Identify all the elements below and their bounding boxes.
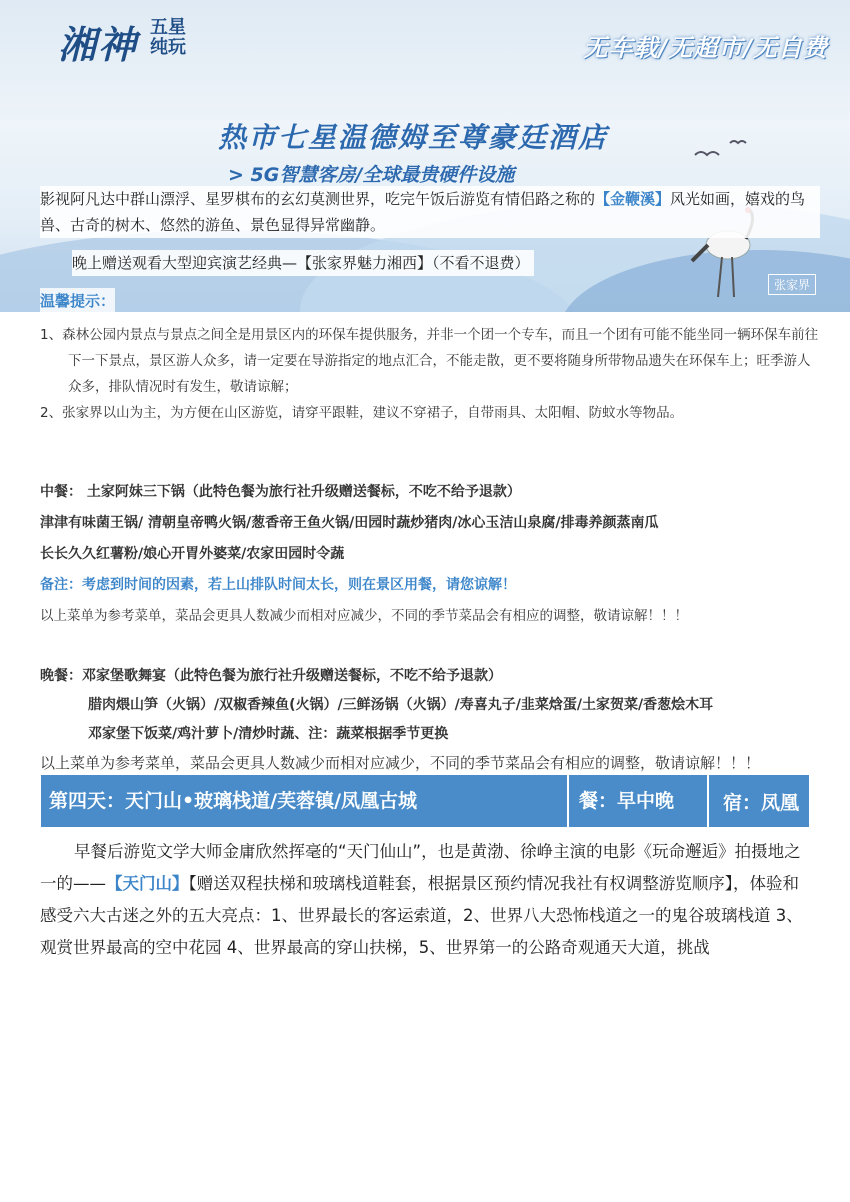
- day4-title: 第四天：天门山•玻璃栈道/芙蓉镇/凤凰古城: [41, 775, 569, 827]
- intro-highlight: 【金鞭溪】: [595, 190, 671, 208]
- logo-text: 湘神: [58, 22, 139, 67]
- lunch-disclaimer: 以上菜单为参考菜单，菜品会更具人数减少而相对应减少，不同的季节菜品会有相应的调整，敬请谅解！！！: [40, 608, 688, 624]
- day4-text-1: 早餐后游览文学大师金庸欣然挥毫的“天门仙山”，也是黄渤、徐峥主演的电影《玩命邂逅》拍摄地之一的——: [40, 842, 801, 893]
- dinner-title: 晚餐：邓家堡歌舞宴（此特色餐为旅行社升级赠送餐标，不吃不给予退款）: [40, 668, 502, 684]
- lunch-title: 中餐： 土家阿妹三下锅（此特色餐为旅行社升级赠送餐标，不吃不给予退款）: [40, 484, 521, 500]
- dinner-section: [40, 662, 830, 778]
- dinner-disclaimer: 以上菜单为参考菜单，菜品会更具人数减少而相对应减少，不同的季节菜品会有相应的调整，敬请谅解！！！: [40, 754, 761, 772]
- tips-list: [40, 322, 820, 426]
- day4-description: [40, 836, 815, 964]
- lunch-note: 备注：考虑到时间的因素，若上山排队时间太长，则在景区用餐，请您谅解！: [40, 577, 516, 593]
- slogan: 无车载/无超市/无自费: [583, 34, 828, 62]
- intro-text-2: 风光如画，嬉戏的鸟兽、古奇的树木、悠然的游鱼、景色显得异常幽静。: [40, 190, 806, 234]
- logo-small-text: 五星纯玩: [150, 17, 186, 58]
- tips-title: 温馨提示：: [40, 288, 115, 314]
- day4-header: [41, 775, 809, 827]
- day4-text-2: 【赠送双程扶梯和玻璃栈道鞋套，根据景区预约情况我社有权调整游览顺序】，体验和感受六大古迷之外的五大亮点：1、世界最长的客运索道，2、世界八大恐怖栈道之一的鬼谷玻璃栈道 3、观赏世界最高的空中花园 4、世界最高的穿山扶梯，5、世界第一的公路奇观通天大道，挑战: [40, 874, 803, 957]
- hotel-title: 热市七星温德姆至尊豪廷酒店: [218, 121, 609, 154]
- flying-birds-icon: [690, 135, 770, 175]
- day4-meals: 餐：早中晚: [569, 775, 709, 827]
- intro-text-1: 影视阿凡达中群山漂浮、星罗棋布的玄幻莫测世界，吃完午饭后游览有情侣路之称的: [40, 190, 596, 208]
- day4-stay: 宿：凤凰: [723, 791, 800, 814]
- hotel-subtitle: > 5G智慧客房/全球最贵硬件设施: [228, 164, 515, 186]
- evening-show: 晚上赠送观看大型迎宾演艺经典—【张家界魅力湘西】（不看不退费）: [72, 250, 534, 276]
- list-item: 2、张家界以山为主，为方便在山区游览，请穿平跟鞋，建议不穿裙子，自带雨具、太阳帽、防蚊水等物品。: [40, 405, 684, 421]
- dinner-menu-line: 腊肉煨山笋（火锅）/双椒香辣鱼(火锅）/三鲜汤锅（火锅）/寿喜丸子/韭菜焓蛋/土家贺菜/香葱烩木耳: [88, 697, 714, 713]
- lunch-menu-line: 长长久久红薯粉/娘心开胃外婆菜/农家田园时令蔬: [40, 546, 345, 562]
- lunch-section: [40, 478, 830, 631]
- list-item: 1、森林公园内景点与景点之间全是用景区内的环保车提供服务，并非一个团一个专车，而且一个团有可能不能坐同一辆环保车前往下一下景点，景区游人众多，请一定要在导游指定的地点汇合，不能走散，更不要将随身所带物品遗失在环保车上；旺季游人众多，排队情况时有发生，敬请谅解；: [40, 327, 819, 395]
- dinner-menu-line: 邓家堡下饭菜/鸡汁萝卜/清炒时蔬、注：蔬菜根据季节更换: [88, 726, 449, 742]
- intro-paragraph: [40, 186, 820, 238]
- brand-logo: [58, 14, 186, 69]
- lunch-menu-line: 津津有味菌王锅/ 清朝皇帝鸭火锅/葱香帝王鱼火锅/田园时蔬炒猪肉/冰心玉洁山泉腐/排毒养颜蒸南瓜: [40, 515, 659, 531]
- day4-highlight: 【天门山】: [106, 874, 189, 893]
- place-tag: 张家界: [768, 274, 816, 295]
